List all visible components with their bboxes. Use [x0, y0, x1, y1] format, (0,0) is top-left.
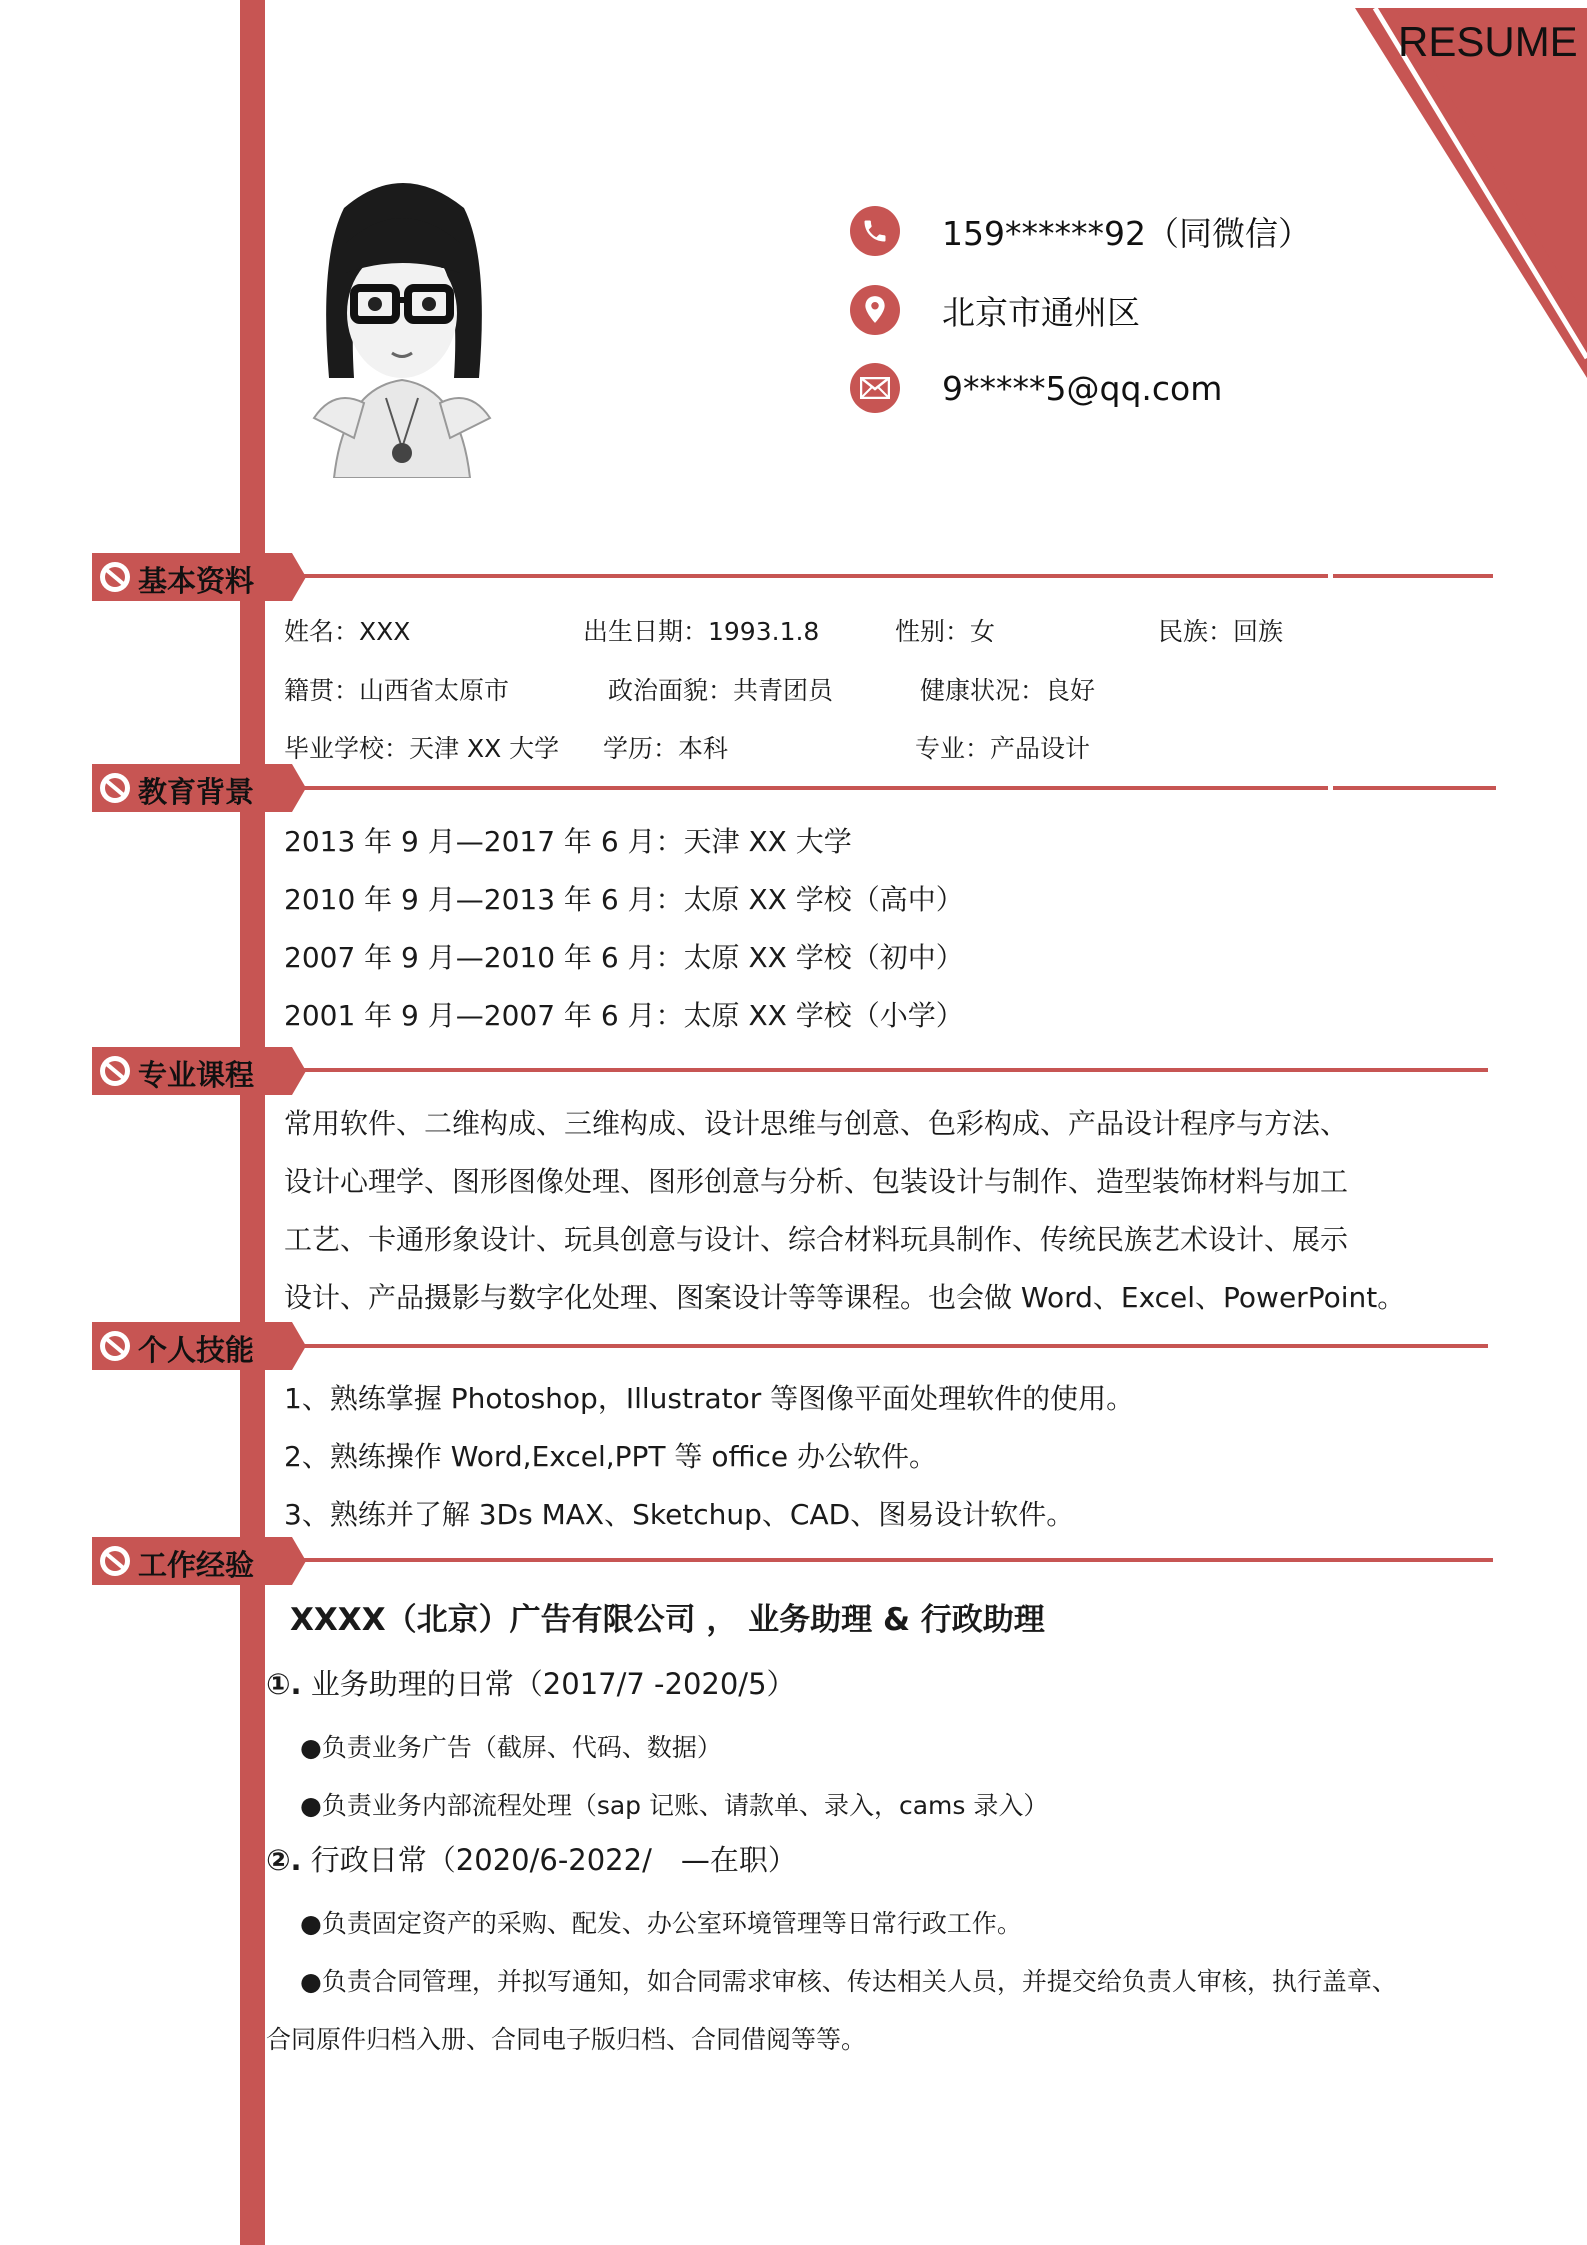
info-birthdate: 出生日期：1993.1.8 [583, 617, 820, 646]
info-ethnicity: 民族：回族 [1158, 617, 1284, 646]
role-title: 行政日常（2020/6-2022/ —在职） [301, 1843, 797, 1877]
section-title: 个人技能 [138, 1333, 255, 1367]
section-title: 基本资料 [138, 564, 255, 598]
info-major: 专业：产品设计 [915, 734, 1091, 763]
info-name: 姓名：XXX [284, 617, 411, 646]
contact-email: 9*****5@qq.com [942, 368, 1223, 408]
role-number: ①. [266, 1667, 302, 1701]
work-company-title: XXXX（北京）广告有限公司 ， 业务助理 & 行政助理 [290, 1602, 1045, 1638]
section-header-education [92, 764, 297, 812]
section-divider [1333, 786, 1496, 790]
info-political-status: 政治面貌：共青团员 [608, 676, 834, 705]
section-marker-icon [100, 1056, 130, 1086]
info-school: 毕业学校：天津 XX 大学 [284, 734, 560, 763]
courses-line: 常用软件、二维构成、三维构成、设计思维与创意、色彩构成、产品设计程序与方法、 [284, 1107, 1349, 1140]
section-header-courses [92, 1047, 297, 1095]
contact-phone: 159******92（同微信） [942, 213, 1311, 253]
info-health: 健康状况：良好 [920, 676, 1096, 705]
contact-email-row [850, 360, 1222, 416]
education-item: 2007 年 9 月—2010 年 6 月：太原 XX 学校（初中） [284, 941, 964, 974]
section-divider [298, 786, 1328, 790]
section-header-basic [92, 553, 297, 601]
work-bullet: ●负责业务内部流程处理（sap 记账、请款单、录入，cams 录入） [300, 1791, 1049, 1820]
section-divider [298, 1558, 1493, 1562]
work-bullet: ●负责合同管理，并拟写通知，如合同需求审核、传达相关人员，并提交给负责人审核，执行盖章、 [300, 1967, 1397, 1996]
role-title: 业务助理的日常（2017/7 -2020/5） [301, 1667, 796, 1701]
courses-line: 设计心理学、图形图像处理、图形创意与分析、包装设计与制作、造型装饰材料与加工 [284, 1165, 1349, 1198]
contact-phone-row [850, 203, 1311, 259]
email-icon [850, 363, 900, 413]
skill-item: 3、熟练并了解 3Ds MAX、Sketchup、CAD、图易设计软件。 [284, 1498, 1075, 1531]
courses-line: 设计、产品摄影与数字化处理、图案设计等等课程。也会做 Word、Excel、PowerPoint。 [284, 1281, 1406, 1314]
work-bullet: ●负责业务广告（截屏、代码、数据） [300, 1733, 722, 1762]
work-role-heading [266, 1838, 797, 1879]
section-marker-icon [100, 562, 130, 592]
contact-location-row [850, 282, 1140, 338]
section-header-skills [92, 1322, 297, 1370]
work-role-heading [266, 1662, 796, 1703]
avatar-photo [274, 148, 530, 478]
skill-item: 1、熟练掌握 Photoshop，Illustrator 等图像平面处理软件的使用。 [284, 1382, 1135, 1415]
section-divider [298, 574, 1328, 578]
section-marker-icon [100, 1546, 130, 1576]
skill-item: 2、熟练操作 Word,Excel,PPT 等 office 办公软件。 [284, 1440, 938, 1473]
info-degree: 学历：本科 [603, 734, 729, 763]
work-bullet-continuation: 合同原件归档入册、合同电子版归档、合同借阅等等。 [266, 2025, 867, 2054]
section-title: 专业课程 [138, 1058, 255, 1092]
education-item: 2010 年 9 月—2013 年 6 月：太原 XX 学校（高中） [284, 883, 964, 916]
education-item: 2001 年 9 月—2007 年 6 月：太原 XX 学校（小学） [284, 999, 964, 1032]
info-hometown: 籍贯：山西省太原市 [284, 676, 510, 705]
section-divider [1333, 574, 1493, 578]
section-divider [298, 1068, 1488, 1072]
section-marker-icon [100, 1331, 130, 1361]
phone-icon [850, 206, 900, 256]
work-bullet: ●负责固定资产的采购、配发、办公室环境管理等日常行政工作。 [300, 1909, 1022, 1938]
section-header-work [92, 1537, 297, 1585]
role-number: ②. [266, 1843, 302, 1877]
section-divider [298, 1344, 1488, 1348]
section-title: 教育背景 [138, 775, 255, 809]
location-pin-icon [850, 285, 900, 335]
left-accent-bar [240, 0, 265, 2245]
courses-line: 工艺、卡通形象设计、玩具创意与设计、综合材料玩具制作、传统民族艺术设计、展示 [284, 1223, 1349, 1256]
resume-label: RESUME [1398, 18, 1578, 65]
contact-location: 北京市通州区 [942, 292, 1140, 332]
section-marker-icon [100, 773, 130, 803]
education-item: 2013 年 9 月—2017 年 6 月：天津 XX 大学 [284, 825, 852, 858]
section-title: 工作经验 [138, 1548, 255, 1582]
info-gender: 性别：女 [895, 617, 996, 646]
